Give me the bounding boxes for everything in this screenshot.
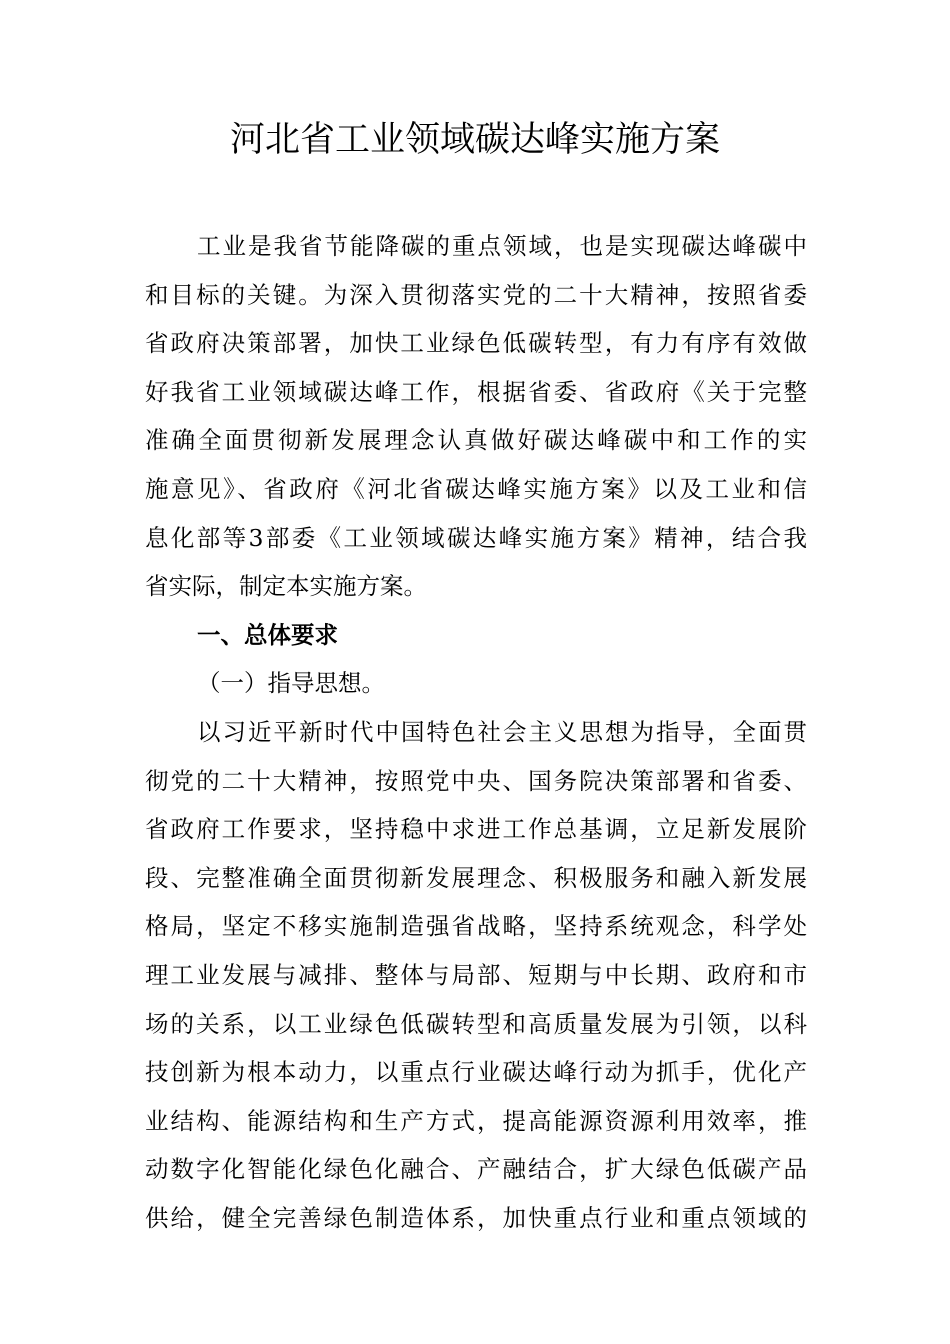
subsection-heading: （一）指导思想。 [197, 669, 385, 698]
paragraph-line: 以习近平新时代中国特色社会主义思想为指导，全面贯 [197, 717, 807, 746]
section-heading: 一、总体要求 [197, 620, 338, 649]
paragraph-line: 段、完整准确全面贯彻新发展理念、积极服务和融入新发展 [145, 863, 807, 892]
paragraph-line: 彻党的二十大精神，按照党中央、国务院决策部署和省委、 [145, 766, 807, 795]
paragraph-line: 动数字化智能化绿色化融合、产融结合，扩大绿色低碳产品 [145, 1155, 807, 1184]
document-body [145, 222, 807, 1242]
paragraph-line: 施意见》、省政府《河北省碳达峰实施方案》以及工业和信 [145, 474, 807, 503]
document-title: 河北省工业领域碳达峰实施方案 [229, 120, 720, 160]
paragraph-line: 省实际，制定本实施方案。 [145, 572, 427, 601]
paragraph-line: 技创新为根本动力，以重点行业碳达峰行动为抓手，优化产 [145, 1058, 807, 1087]
paragraph-line: 格局，坚定不移实施制造强省战略，坚持系统观念，科学处 [145, 912, 807, 941]
paragraph-line: 省政府工作要求，坚持稳中求进工作总基调，立足新发展阶 [145, 815, 807, 844]
paragraph-line: 和目标的关键。为深入贯彻落实党的二十大精神，按照省委 [145, 280, 807, 309]
paragraph-line: 省政府决策部署，加快工业绿色低碳转型，有力有序有效做 [145, 329, 807, 358]
paragraph-line: 息化部等3部委《工业领域碳达峰实施方案》精神，结合我 [145, 523, 807, 552]
paragraph-line: 理工业发展与减排、整体与局部、短期与中长期、政府和市 [145, 960, 807, 989]
paragraph-line: 场的关系，以工业绿色低碳转型和高质量发展为引领，以科 [145, 1009, 807, 1038]
paragraph-line: 业结构、能源结构和生产方式，提高能源资源利用效率，推 [145, 1106, 807, 1135]
paragraph-line: 好我省工业领域碳达峰工作，根据省委、省政府《关于完整 [145, 377, 807, 406]
paragraph-line: 工业是我省节能降碳的重点领域，也是实现碳达峰碳中 [197, 232, 807, 260]
paragraph-line: 供给，健全完善绿色制造体系，加快重点行业和重点领域的 [145, 1203, 807, 1232]
paragraph-line: 准确全面贯彻新发展理念认真做好碳达峰碳中和工作的实 [145, 426, 807, 455]
